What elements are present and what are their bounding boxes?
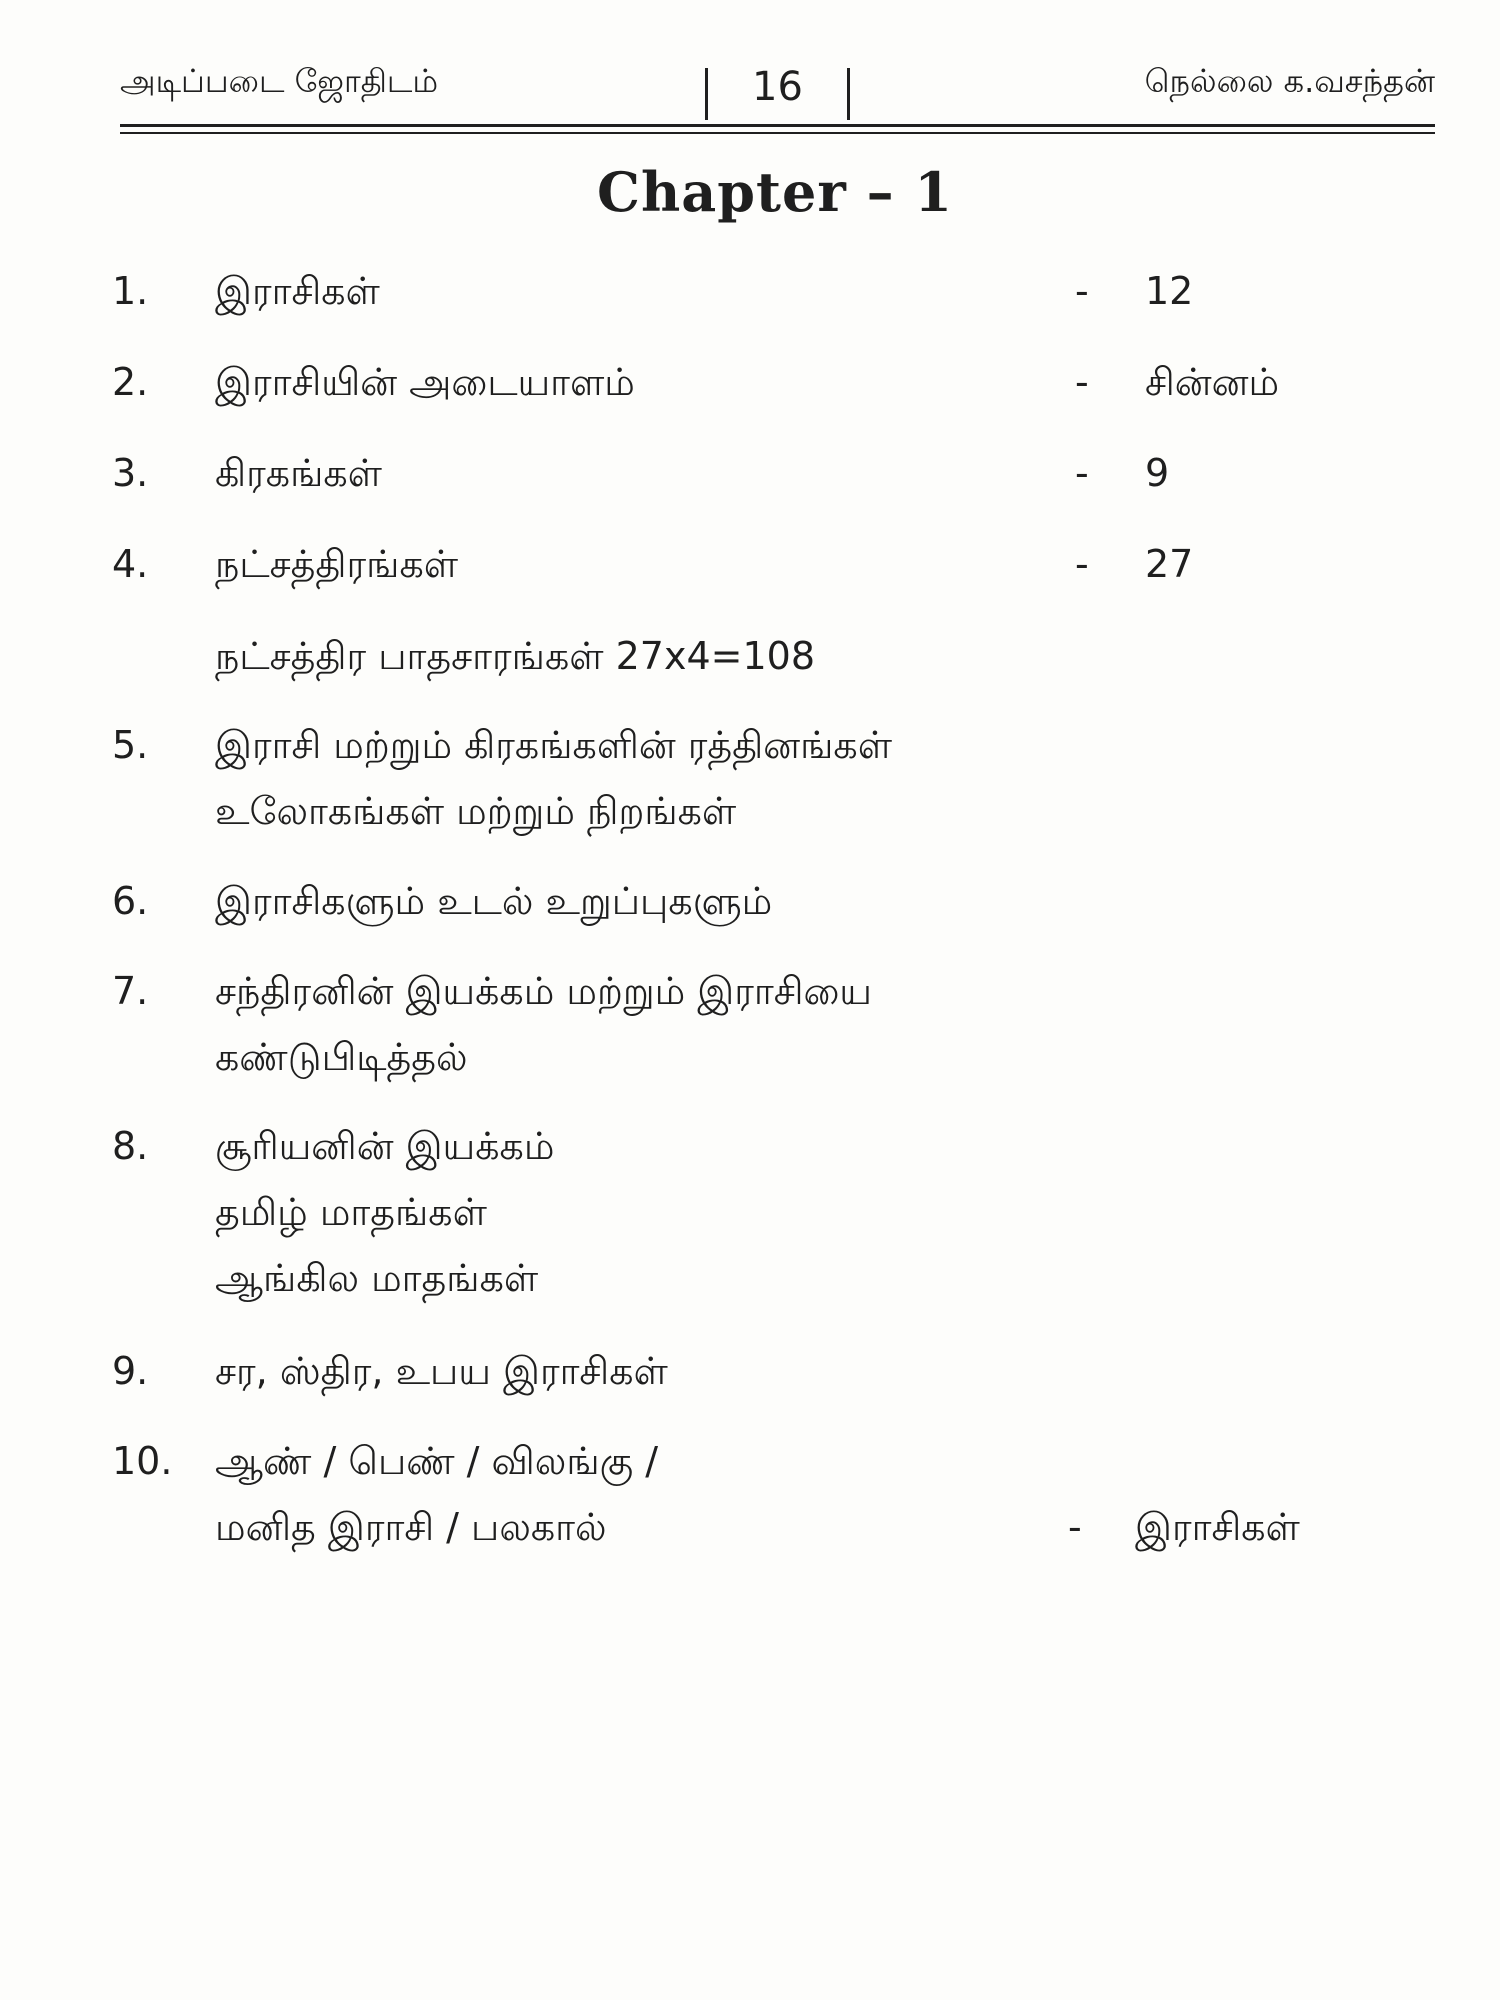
toc-item-text: இராசிகள் <box>215 269 380 313</box>
toc-item-number: 9. <box>112 1349 149 1393</box>
toc-item-number: 6. <box>112 879 149 923</box>
chapter-title: Chapter – 1 <box>597 160 953 224</box>
toc-item-text: மனித இராசி / பலகால் <box>215 1505 607 1549</box>
toc-item-text: இராசிகளும் உடல் உறுப்புகளும் <box>215 879 773 923</box>
toc-item-subtext: நட்சத்திர பாதசாரங்கள் 27x4=108 <box>215 634 816 678</box>
toc-item-number: 1. <box>112 269 149 313</box>
toc-item-value: 12 <box>1145 269 1194 313</box>
toc-item-text: சந்திரனின் இயக்கம் மற்றும் இராசியை <box>215 969 873 1013</box>
toc-dash: - <box>1068 1505 1082 1549</box>
toc-item-text: ஆங்கில மாதங்கள் <box>215 1256 539 1300</box>
toc-item-number: 2. <box>112 360 149 404</box>
toc-item-value: 9 <box>1145 451 1170 495</box>
toc-dash: - <box>1075 451 1089 495</box>
toc-item-text: நட்சத்திரங்கள் <box>215 542 459 586</box>
toc-dash: - <box>1075 269 1089 313</box>
page-number: 16 <box>705 58 850 118</box>
toc-item-text: சூரியனின் இயக்கம் <box>215 1124 555 1168</box>
toc-item-number: 4. <box>112 542 149 586</box>
toc-item-text: ஆண் / பெண் / விலங்கு / <box>215 1439 659 1483</box>
toc-item-number: 10. <box>112 1439 173 1483</box>
toc-item-value: 27 <box>1145 542 1194 586</box>
toc-item-number: 3. <box>112 451 149 495</box>
toc-item-text: உலோகங்கள் மற்றும் நிறங்கள் <box>215 789 737 833</box>
toc-item-value: இராசிகள் <box>1135 1505 1300 1549</box>
toc-item-number: 8. <box>112 1124 149 1168</box>
book-title: அடிப்படை ஜோதிடம் <box>120 62 439 100</box>
toc-item-text: கிரகங்கள் <box>215 451 382 495</box>
toc-item-text: சர, ஸ்திர, உபய இராசிகள் <box>215 1349 668 1393</box>
toc-item-text: கண்டுபிடித்தல் <box>215 1035 468 1079</box>
author-name: நெல்லை க.வசந்தன் <box>1144 62 1435 100</box>
toc-dash: - <box>1075 360 1089 404</box>
toc-item-number: 7. <box>112 969 149 1013</box>
toc-item-text: தமிழ் மாதங்கள் <box>215 1190 487 1234</box>
toc-item-text: இராசியின் அடையாளம் <box>215 360 635 404</box>
toc-item-text: இராசி மற்றும் கிரகங்களின் ரத்தினங்கள் <box>215 723 893 767</box>
toc-item-value: சின்னம் <box>1145 360 1280 404</box>
toc-dash: - <box>1075 542 1089 586</box>
toc-item-number: 5. <box>112 723 149 767</box>
